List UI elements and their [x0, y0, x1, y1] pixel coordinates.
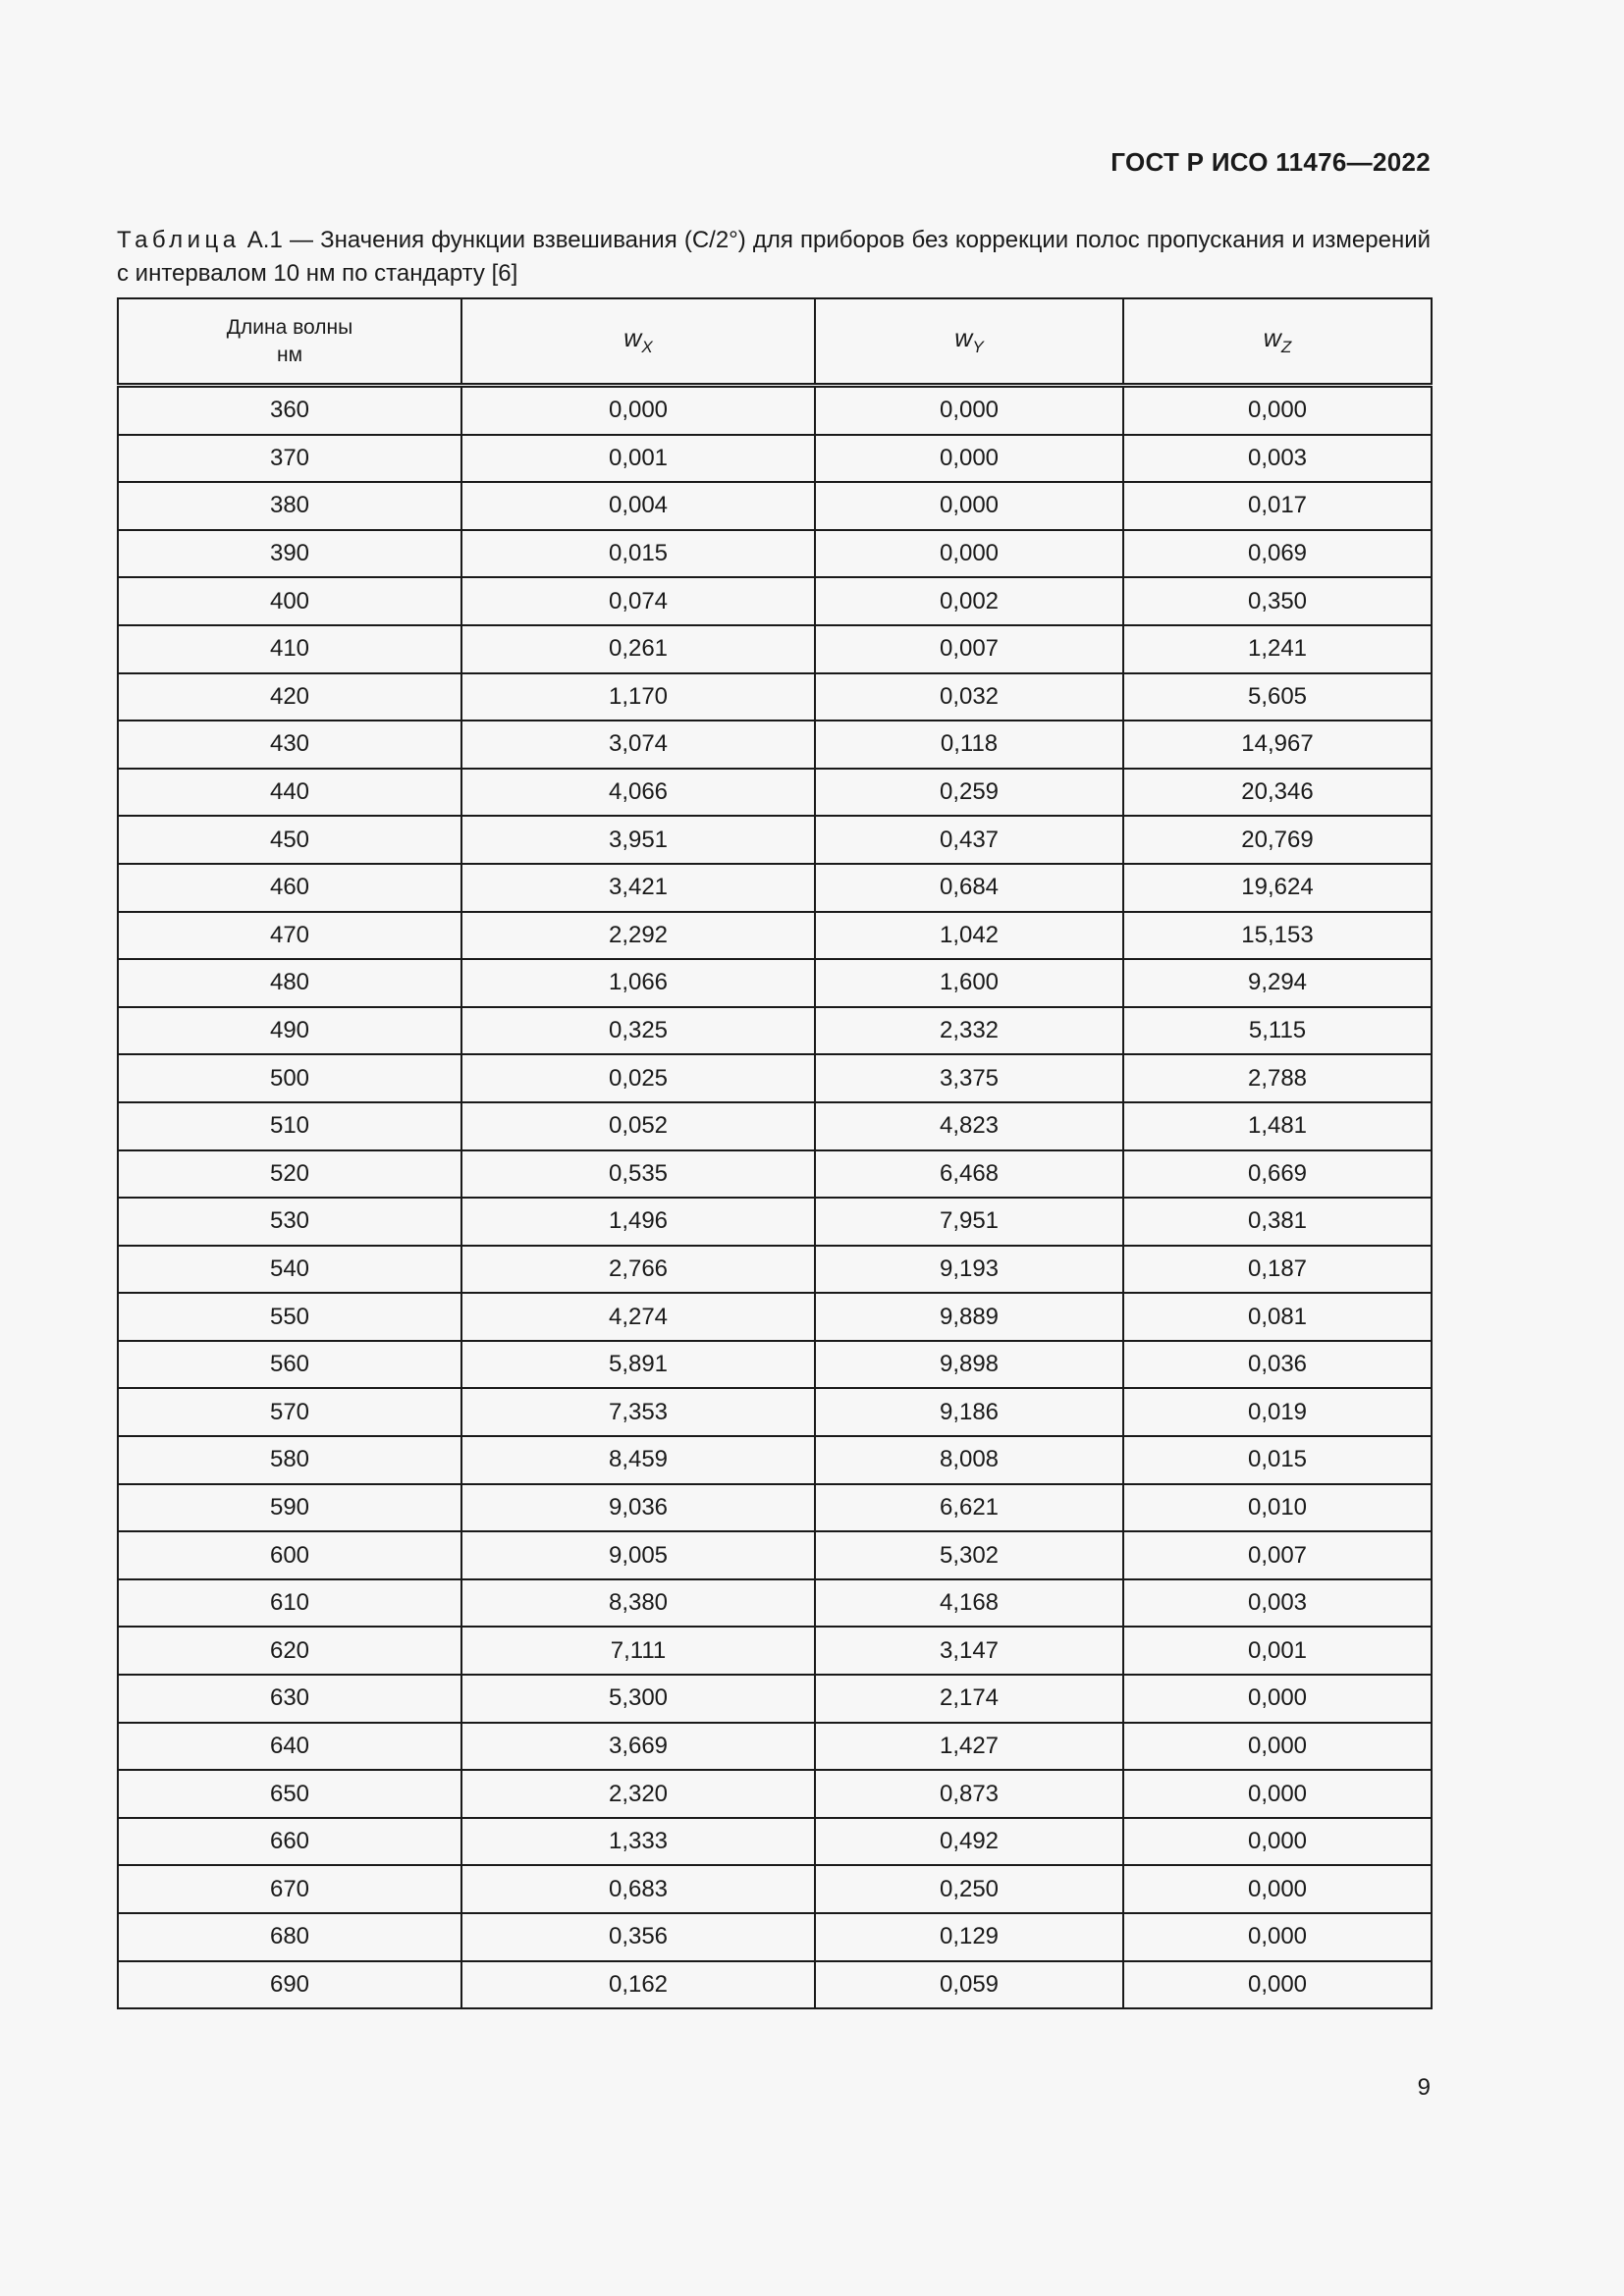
header-wx-sub: X: [641, 338, 653, 356]
table-row: [118, 1293, 1432, 1341]
header-wavelength: [118, 298, 461, 386]
cell-wx: 5,891: [461, 1341, 815, 1389]
header-wx-symbol: w: [623, 325, 642, 352]
cell-wx: 7,111: [461, 1627, 815, 1675]
caption-text: — Значения функции взвешивания (C/2°) для приборов без коррекции полос пропускания и измерений с интервалом 10 нм по стандарту [6]: [117, 227, 1432, 287]
cell-wy: 1,042: [815, 912, 1123, 960]
table-row: [118, 1054, 1432, 1102]
cell-wavelength: 570: [118, 1388, 461, 1436]
cell-wx: 0,325: [461, 1007, 815, 1055]
cell-wavelength: 480: [118, 959, 461, 1007]
cell-wx: 3,951: [461, 816, 815, 864]
table-row: [118, 625, 1432, 673]
cell-wx: 8,459: [461, 1436, 815, 1484]
cell-wavelength: 440: [118, 769, 461, 817]
cell-wavelength: 660: [118, 1818, 461, 1866]
table-row: [118, 816, 1432, 864]
header-wz-symbol: w: [1263, 325, 1281, 352]
cell-wx: 0,001: [461, 435, 815, 483]
cell-wy: 0,259: [815, 769, 1123, 817]
cell-wx: 1,496: [461, 1198, 815, 1246]
cell-wy: 3,375: [815, 1054, 1123, 1102]
cell-wavelength: 530: [118, 1198, 461, 1246]
cell-wx: 1,066: [461, 959, 815, 1007]
weighting-function-table: [117, 297, 1433, 2009]
cell-wx: 0,162: [461, 1961, 815, 2009]
cell-wy: 0,032: [815, 673, 1123, 721]
cell-wx: 3,669: [461, 1723, 815, 1771]
cell-wz: 9,294: [1123, 959, 1432, 1007]
cell-wavelength: 680: [118, 1913, 461, 1961]
table-row: [118, 1341, 1432, 1389]
table-row: [118, 1388, 1432, 1436]
cell-wy: 1,600: [815, 959, 1123, 1007]
table-row: [118, 1627, 1432, 1675]
cell-wy: 9,889: [815, 1293, 1123, 1341]
cell-wavelength: 450: [118, 816, 461, 864]
cell-wavelength: 470: [118, 912, 461, 960]
cell-wz: 0,069: [1123, 530, 1432, 578]
cell-wavelength: 460: [118, 864, 461, 912]
cell-wz: 0,000: [1123, 1723, 1432, 1771]
cell-wz: 14,967: [1123, 721, 1432, 769]
table-row: [118, 912, 1432, 960]
cell-wz: 0,017: [1123, 482, 1432, 530]
cell-wx: 0,074: [461, 577, 815, 625]
cell-wy: 0,250: [815, 1865, 1123, 1913]
cell-wx: 0,052: [461, 1102, 815, 1150]
table-row: [118, 1198, 1432, 1246]
cell-wy: 9,193: [815, 1246, 1123, 1294]
cell-wz: 15,153: [1123, 912, 1432, 960]
cell-wy: 0,000: [815, 435, 1123, 483]
cell-wy: 2,174: [815, 1675, 1123, 1723]
cell-wz: 0,015: [1123, 1436, 1432, 1484]
cell-wy: 1,427: [815, 1723, 1123, 1771]
cell-wx: 0,015: [461, 530, 815, 578]
cell-wz: 0,000: [1123, 386, 1432, 435]
cell-wavelength: 600: [118, 1531, 461, 1579]
cell-wy: 2,332: [815, 1007, 1123, 1055]
table-row: [118, 1150, 1432, 1199]
table-row: [118, 1865, 1432, 1913]
cell-wy: 9,898: [815, 1341, 1123, 1389]
header-wx: [461, 298, 815, 386]
table-caption: [117, 224, 1431, 291]
table-row: [118, 530, 1432, 578]
table-row: [118, 769, 1432, 817]
cell-wavelength: 540: [118, 1246, 461, 1294]
cell-wy: 0,059: [815, 1961, 1123, 2009]
table-row: [118, 386, 1432, 435]
table-row: [118, 959, 1432, 1007]
cell-wy: 6,468: [815, 1150, 1123, 1199]
cell-wavelength: 520: [118, 1150, 461, 1199]
header-wavelength-unit: нм: [276, 343, 303, 366]
cell-wz: 5,605: [1123, 673, 1432, 721]
cell-wavelength: 400: [118, 577, 461, 625]
cell-wavelength: 550: [118, 1293, 461, 1341]
cell-wy: 0,000: [815, 482, 1123, 530]
table-row: [118, 435, 1432, 483]
cell-wy: 0,129: [815, 1913, 1123, 1961]
cell-wz: 0,381: [1123, 1198, 1432, 1246]
cell-wz: 2,788: [1123, 1054, 1432, 1102]
cell-wx: 0,004: [461, 482, 815, 530]
cell-wavelength: 630: [118, 1675, 461, 1723]
cell-wavelength: 690: [118, 1961, 461, 2009]
document-code-header: ГОСТ Р ИСО 11476—2022: [1110, 147, 1431, 177]
caption-number: А.1: [246, 227, 283, 253]
cell-wz: 20,769: [1123, 816, 1432, 864]
table-row: [118, 1961, 1432, 2009]
cell-wavelength: 410: [118, 625, 461, 673]
cell-wy: 0,007: [815, 625, 1123, 673]
cell-wavelength: 420: [118, 673, 461, 721]
cell-wavelength: 380: [118, 482, 461, 530]
page-number: 9: [1417, 2074, 1431, 2101]
cell-wx: 9,036: [461, 1484, 815, 1532]
cell-wz: 0,007: [1123, 1531, 1432, 1579]
cell-wavelength: 490: [118, 1007, 461, 1055]
cell-wx: 2,766: [461, 1246, 815, 1294]
table-row: [118, 673, 1432, 721]
table-row: [118, 1102, 1432, 1150]
table-row: [118, 482, 1432, 530]
cell-wy: 0,000: [815, 530, 1123, 578]
cell-wavelength: 390: [118, 530, 461, 578]
cell-wy: 3,147: [815, 1627, 1123, 1675]
cell-wx: 1,333: [461, 1818, 815, 1866]
table-row: [118, 721, 1432, 769]
cell-wx: 1,170: [461, 673, 815, 721]
table-row: [118, 864, 1432, 912]
cell-wx: 5,300: [461, 1675, 815, 1723]
cell-wavelength: 610: [118, 1579, 461, 1628]
cell-wx: 3,074: [461, 721, 815, 769]
table-row: [118, 1913, 1432, 1961]
cell-wy: 0,873: [815, 1770, 1123, 1818]
cell-wy: 0,002: [815, 577, 1123, 625]
table-row: [118, 1770, 1432, 1818]
cell-wx: 7,353: [461, 1388, 815, 1436]
caption-label: Таблица: [117, 227, 241, 253]
header-wy-symbol: w: [954, 325, 973, 352]
cell-wy: 0,492: [815, 1818, 1123, 1866]
cell-wz: 0,187: [1123, 1246, 1432, 1294]
cell-wavelength: 370: [118, 435, 461, 483]
table-row: [118, 1531, 1432, 1579]
table-row: [118, 1246, 1432, 1294]
table-row: [118, 1436, 1432, 1484]
cell-wy: 6,621: [815, 1484, 1123, 1532]
cell-wy: 4,823: [815, 1102, 1123, 1150]
cell-wavelength: 560: [118, 1341, 461, 1389]
cell-wz: 0,036: [1123, 1341, 1432, 1389]
cell-wz: 0,001: [1123, 1627, 1432, 1675]
cell-wz: 0,669: [1123, 1150, 1432, 1199]
header-wy: [815, 298, 1123, 386]
cell-wx: 2,292: [461, 912, 815, 960]
cell-wavelength: 620: [118, 1627, 461, 1675]
cell-wy: 0,000: [815, 386, 1123, 435]
cell-wavelength: 590: [118, 1484, 461, 1532]
cell-wx: 8,380: [461, 1579, 815, 1628]
cell-wz: 0,010: [1123, 1484, 1432, 1532]
table-row: [118, 1818, 1432, 1866]
cell-wz: 1,481: [1123, 1102, 1432, 1150]
cell-wx: 0,000: [461, 386, 815, 435]
cell-wy: 0,684: [815, 864, 1123, 912]
cell-wz: 0,350: [1123, 577, 1432, 625]
cell-wz: 20,346: [1123, 769, 1432, 817]
cell-wy: 5,302: [815, 1531, 1123, 1579]
cell-wy: 0,118: [815, 721, 1123, 769]
cell-wavelength: 510: [118, 1102, 461, 1150]
table-header-row: [118, 298, 1432, 386]
cell-wz: 19,624: [1123, 864, 1432, 912]
cell-wavelength: 360: [118, 386, 461, 435]
cell-wz: 0,003: [1123, 435, 1432, 483]
cell-wz: 0,000: [1123, 1913, 1432, 1961]
cell-wz: 0,003: [1123, 1579, 1432, 1628]
cell-wz: 0,000: [1123, 1818, 1432, 1866]
cell-wavelength: 430: [118, 721, 461, 769]
table-body: [118, 386, 1432, 2009]
cell-wavelength: 670: [118, 1865, 461, 1913]
header-wavelength-label: Длина волны: [226, 315, 353, 339]
cell-wy: 9,186: [815, 1388, 1123, 1436]
cell-wz: 5,115: [1123, 1007, 1432, 1055]
table-row: [118, 577, 1432, 625]
cell-wz: 0,000: [1123, 1770, 1432, 1818]
cell-wavelength: 650: [118, 1770, 461, 1818]
cell-wx: 2,320: [461, 1770, 815, 1818]
cell-wx: 0,025: [461, 1054, 815, 1102]
header-wz: [1123, 298, 1432, 386]
table-row: [118, 1484, 1432, 1532]
cell-wz: 0,019: [1123, 1388, 1432, 1436]
cell-wx: 3,421: [461, 864, 815, 912]
cell-wx: 4,274: [461, 1293, 815, 1341]
cell-wy: 7,951: [815, 1198, 1123, 1246]
cell-wx: 9,005: [461, 1531, 815, 1579]
cell-wz: 0,000: [1123, 1675, 1432, 1723]
header-wz-sub: Z: [1280, 338, 1292, 356]
cell-wavelength: 640: [118, 1723, 461, 1771]
cell-wz: 1,241: [1123, 625, 1432, 673]
cell-wz: 0,081: [1123, 1293, 1432, 1341]
cell-wx: 0,356: [461, 1913, 815, 1961]
table-row: [118, 1007, 1432, 1055]
cell-wavelength: 500: [118, 1054, 461, 1102]
cell-wx: 0,683: [461, 1865, 815, 1913]
cell-wz: 0,000: [1123, 1865, 1432, 1913]
table-row: [118, 1579, 1432, 1628]
table-row: [118, 1723, 1432, 1771]
header-wy-sub: Y: [972, 338, 984, 356]
table-row: [118, 1675, 1432, 1723]
cell-wz: 0,000: [1123, 1961, 1432, 2009]
cell-wx: 0,261: [461, 625, 815, 673]
cell-wx: 4,066: [461, 769, 815, 817]
cell-wx: 0,535: [461, 1150, 815, 1199]
cell-wy: 4,168: [815, 1579, 1123, 1628]
cell-wy: 8,008: [815, 1436, 1123, 1484]
cell-wy: 0,437: [815, 816, 1123, 864]
cell-wavelength: 580: [118, 1436, 461, 1484]
